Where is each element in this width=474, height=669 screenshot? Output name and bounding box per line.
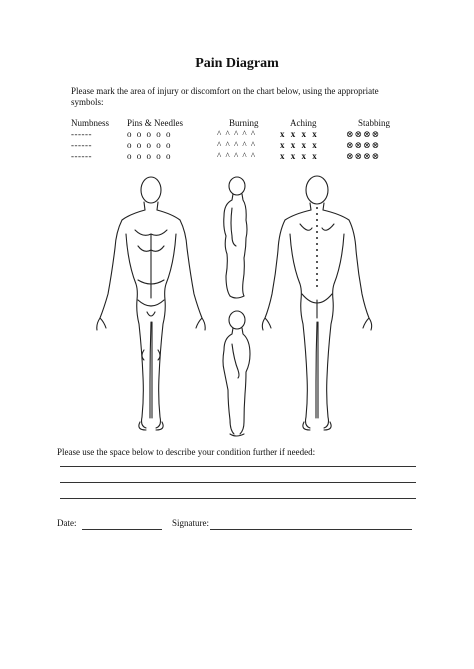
legend-col-burning xyxy=(217,118,259,162)
legend-header-stabbing: Stabbing xyxy=(358,118,391,128)
date-field[interactable] xyxy=(82,529,162,530)
legend-col-pins-needles xyxy=(127,118,183,162)
legend-symbol-burning: ^ ^ ^ ^ ^ xyxy=(217,151,257,161)
legend-symbol-pins-needles: o o o o o xyxy=(127,151,172,161)
front-view-figure[interactable] xyxy=(97,177,205,430)
legend-symbol-stabbing: ⊗⊗⊗⊗ xyxy=(346,140,381,150)
description-line-1[interactable] xyxy=(60,466,416,467)
legend-symbol-aching: x x x x xyxy=(280,151,319,161)
page-title: Pain Diagram xyxy=(195,56,279,71)
description-line-3[interactable] xyxy=(60,498,416,499)
legend-symbol-pins-needles: o o o o o xyxy=(127,140,172,150)
body-figures-diagram[interactable] xyxy=(0,172,474,444)
legend-symbol-numbness: ------ xyxy=(71,129,92,139)
legend-header-burning: Burning xyxy=(229,118,259,128)
legend-symbol-burning: ^ ^ ^ ^ ^ xyxy=(217,129,257,139)
legend-symbol-numbness: ------ xyxy=(71,151,92,161)
right-side-view-figure[interactable] xyxy=(224,177,247,298)
legend-header-pins-needles: Pins & Needles xyxy=(127,118,183,128)
left-side-view-figure[interactable] xyxy=(223,311,250,436)
signature-label: Signature: xyxy=(172,518,209,528)
back-view-figure[interactable] xyxy=(262,176,371,430)
legend-symbol-aching: x x x x xyxy=(280,129,319,139)
instructions-text: Please mark the area of injury or discomfort on the chart below, using the appropriate symbols: xyxy=(71,86,379,107)
legend-col-stabbing xyxy=(346,118,390,162)
legend-symbol-numbness: ------ xyxy=(71,140,92,150)
legend-col-numbness xyxy=(71,118,109,162)
legend-header-numbness: Numbness xyxy=(71,118,109,128)
legend-header-aching: Aching xyxy=(290,118,317,128)
description-line-2[interactable] xyxy=(60,482,416,483)
legend-symbol-pins-needles: o o o o o xyxy=(127,129,172,139)
signature-field[interactable] xyxy=(210,529,412,530)
spine-dots xyxy=(316,207,318,287)
legend-symbol-burning: ^ ^ ^ ^ ^ xyxy=(217,140,257,150)
legend-symbol-stabbing: ⊗⊗⊗⊗ xyxy=(346,129,381,139)
description-prompt: Please use the space below to describe your condition further if needed: xyxy=(57,447,316,457)
date-label: Date: xyxy=(57,518,77,528)
legend-symbol-aching: x x x x xyxy=(280,140,319,150)
legend-col-aching xyxy=(280,118,319,162)
legend-symbol-stabbing: ⊗⊗⊗⊗ xyxy=(346,151,381,161)
